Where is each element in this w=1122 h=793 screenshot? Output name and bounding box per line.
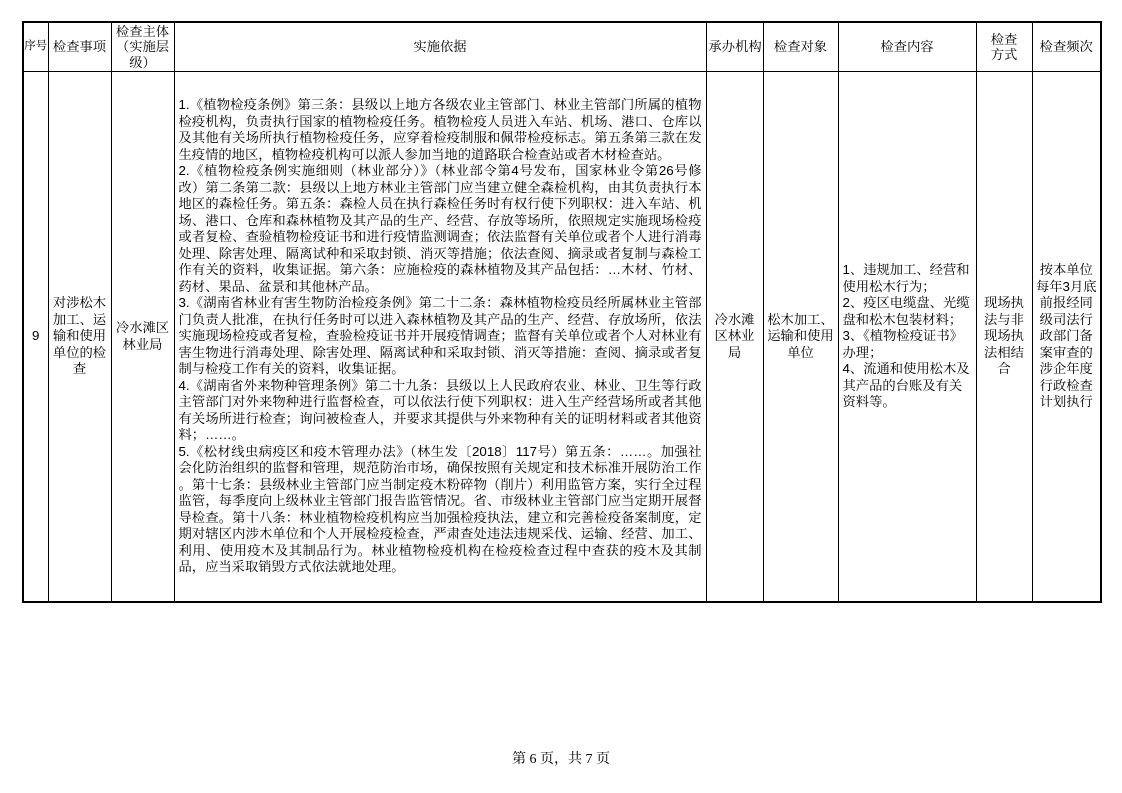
frequency-line: 行政检查 [1039,377,1093,393]
cell-target [763,72,838,603]
basis-line: 害生物进行消毒处理、除害处理、隔离试种和采取封锁、消灭等措施：查阅、摘录或者复 [178,344,702,360]
frequency-line: 级司法行 [1039,311,1093,327]
basis-line: 生疫情的地区，植物检疫机构可以派人参加当地的道路联合检查站或者木材检查站。 [178,146,671,162]
item-line: 对涉松木 [52,295,107,311]
item-line: 加工、运 [52,311,107,327]
header-content [838,22,976,72]
cell-subject [111,72,174,603]
basis-line: 料；……。 [178,427,245,443]
basis-line: 门负责人批准，在执行任务时可以进入森林植物及其产品的生产、经营、存放场所，依法 [178,311,702,327]
content-line: 办理； [842,344,883,360]
basis-item [179,97,702,163]
header-subject-line: 级） [129,54,156,70]
basis-line: 及其他有关场所执行植物检疫任务，应穿着检疫制服和佩带检疫标志。第五条第三款在发 [178,130,702,146]
header-content-label: 检查内容 [880,39,934,55]
header-frequency [1032,22,1101,72]
target-line: 单位 [787,344,814,360]
row-number: 9 [32,328,40,344]
basis-line: 改）第二条第二款：县级以上地方林业主管部门应当建立健全森检机构，由其负责执行本 [178,179,702,195]
subject-line: 林业局 [122,336,163,352]
basis-line: 导检查。第十八条：林业植物检疫机构应当加强检疫执法，建立和完善检疫备案制度，定 [178,509,702,525]
basis-line: 处理、除害处理、隔离试种和采取封锁、消灭等措施；依法查阅、摘录或者复制与森检工 [178,245,702,261]
basis-line: 有关场所进行检查；询问被检查人，并要求其提供与外来物种有关的证明材料或者其他资 [178,410,702,426]
header-subject-line: （实施层 [115,39,170,55]
basis-line: 或者复检、查验植物检疫证书和进行疫情监测调查；依法监督有关单位或者个人进行消毒 [178,229,702,245]
frequency-line: 政部门备 [1039,328,1093,344]
basis-line: 地区的森检任务。第五条：森检人员在执行森检任务时有权行使下列职权：进入车站、机 [178,196,702,212]
content-line: 盘和松木包装材料； [842,311,963,327]
basis-line: 品，应当采取销毁方式依法就地处理。 [178,559,405,575]
method-line: 合 [997,361,1011,377]
frequency-line: 案审查的 [1039,344,1093,360]
basis-line: 。第十七条：县级林业主管部门应当制定疫木粉碎物（削片）利用监管方案，实行全过程 [178,476,702,492]
header-subject [111,22,174,72]
basis-line: 实施现场检疫或者复检，查验检疫证书并开展疫情调查；监督有关单位或者个人对林业有 [178,328,702,344]
target-line: 运输和使用 [767,328,834,344]
header-row [23,22,1101,72]
frequency-line: 计划执行 [1039,394,1093,410]
basis-line: 场、港口、仓库和森林植物及其产品的生产、经营、存放等场所，依照规定实施现场检疫 [178,212,702,228]
org-line: 区林业 [714,328,755,344]
content-line: 使用松木行为； [842,278,936,294]
method-line: 现场执 [984,295,1024,311]
header-frequency-label: 检查频次 [1039,39,1093,55]
org-line: 局 [727,344,742,360]
frequency-line: 前报经同 [1039,295,1093,311]
method-line: 法相结 [984,344,1024,360]
basis-line: 3.《湖南省林业有害生物防治检疫条例》第二十二条：森林植物检疫员经所属林业主管部 [178,295,702,311]
content-line: 2、疫区电缆盘、光缆 [842,295,970,311]
method-line: 法与非 [984,311,1024,327]
target-line: 松木加工、 [767,311,834,327]
header-basis [174,22,706,72]
org-line: 冷水滩 [714,311,755,327]
header-item [48,22,111,72]
basis-line: 2.《植物检疫条例实施细则（林业部分）》（林业部令第4号发布，国家林业令第26号修 [178,163,702,179]
basis-line: 会化防治组织的监督和管理，规范防治市场，确保按照有关规定和技术标准开展防治工作 [178,460,702,476]
page-footer [0,751,1122,769]
content-line: 3、《植物检疫证书》 [842,328,963,344]
cell-content [838,72,976,603]
content-line: 4、流通和使用松木及 [842,361,970,377]
item-line: 单位的检 [52,344,107,360]
basis-line: 期对辖区内涉木单位和个人开展检疫检查，严肃查处违法违规采伐、运输、经营、加工、 [178,526,702,542]
header-org [706,22,763,72]
header-org-label: 承办机构 [708,39,762,55]
header-target-label: 检查对象 [773,39,828,55]
basis-item [179,295,702,378]
content-line: 其产品的台账及有关 [842,377,963,393]
basis-line: 监管，每季度向上级林业主管部门报告监管情况。省、市级林业主管部门应当定期开展督 [178,493,702,509]
subject-line: 冷水滩区 [115,320,170,335]
frequency-line: 每年3月底 [1035,278,1097,294]
header-method-line: 方式 [990,47,1018,62]
header-method-line: 检查 [990,31,1018,47]
cell-org [706,72,763,603]
basis-line: 作有关的资料，收集证据。第六条：应施检疫的森林植物及其产品包括：…木材、竹材、 [178,262,702,278]
basis-line: 5.《松材线虫病疫区和疫木管理办法》（林生发〔2018〕117号）第五条：……。加强社 [178,443,702,459]
inspection-table [22,21,1102,603]
content-line: 资料等。 [842,394,896,410]
cell-frequency [1032,72,1101,603]
basis-item [179,378,702,444]
basis-line: 4.《湖南省外来物种管理条例》第二十九条：县级以上人民政府农业、林业、卫生等行政 [178,377,702,393]
basis-line: 主管部门对外来物种进行监督检查，可以依法行使下列职权：进入生产经营场所或者其他 [178,394,702,410]
basis-line: 药材、果品、盆景和其他林产品。 [178,278,378,294]
header-seq-label: 序号 [24,40,48,53]
content-line: 1、违规加工、经营和 [842,262,970,278]
header-target [763,22,838,72]
item-line: 输和使用 [52,328,107,344]
page-number-text: 第 6 页，共 7 页 [512,752,610,767]
header-seq [23,22,48,72]
basis-line: 检疫机构，负责执行国家的植物检疫任务。植物检疫人员进入车站、机场、港口、仓库以 [178,113,702,129]
frequency-line: 按本单位 [1039,262,1093,278]
frequency-line: 涉企年度 [1039,361,1093,377]
basis-item [179,163,702,295]
header-subject-line: 检查主体 [115,23,170,39]
item-line: 查 [72,361,87,377]
header-method [976,22,1032,72]
method-line: 现场执 [984,328,1024,344]
cell-basis [174,72,706,603]
cell-item [48,72,111,603]
basis-line: 利用、使用疫木及其制品行为。林业植物检疫机构在检疫检查过程中查获的疫木及其制 [178,542,702,558]
header-basis-label: 实施依据 [413,39,467,55]
basis-item [179,444,702,576]
cell-method [976,72,1032,603]
basis-line: 制与检疫工作有关的资料，收集证据。 [178,361,405,377]
header-item-label: 检查事项 [52,39,107,55]
cell-seq [23,72,48,603]
table-row [23,72,1101,603]
basis-line: 1.《植物检疫条例》第三条：县级以上地方各级农业主管部门、林业主管部门所属的植物 [178,97,702,113]
